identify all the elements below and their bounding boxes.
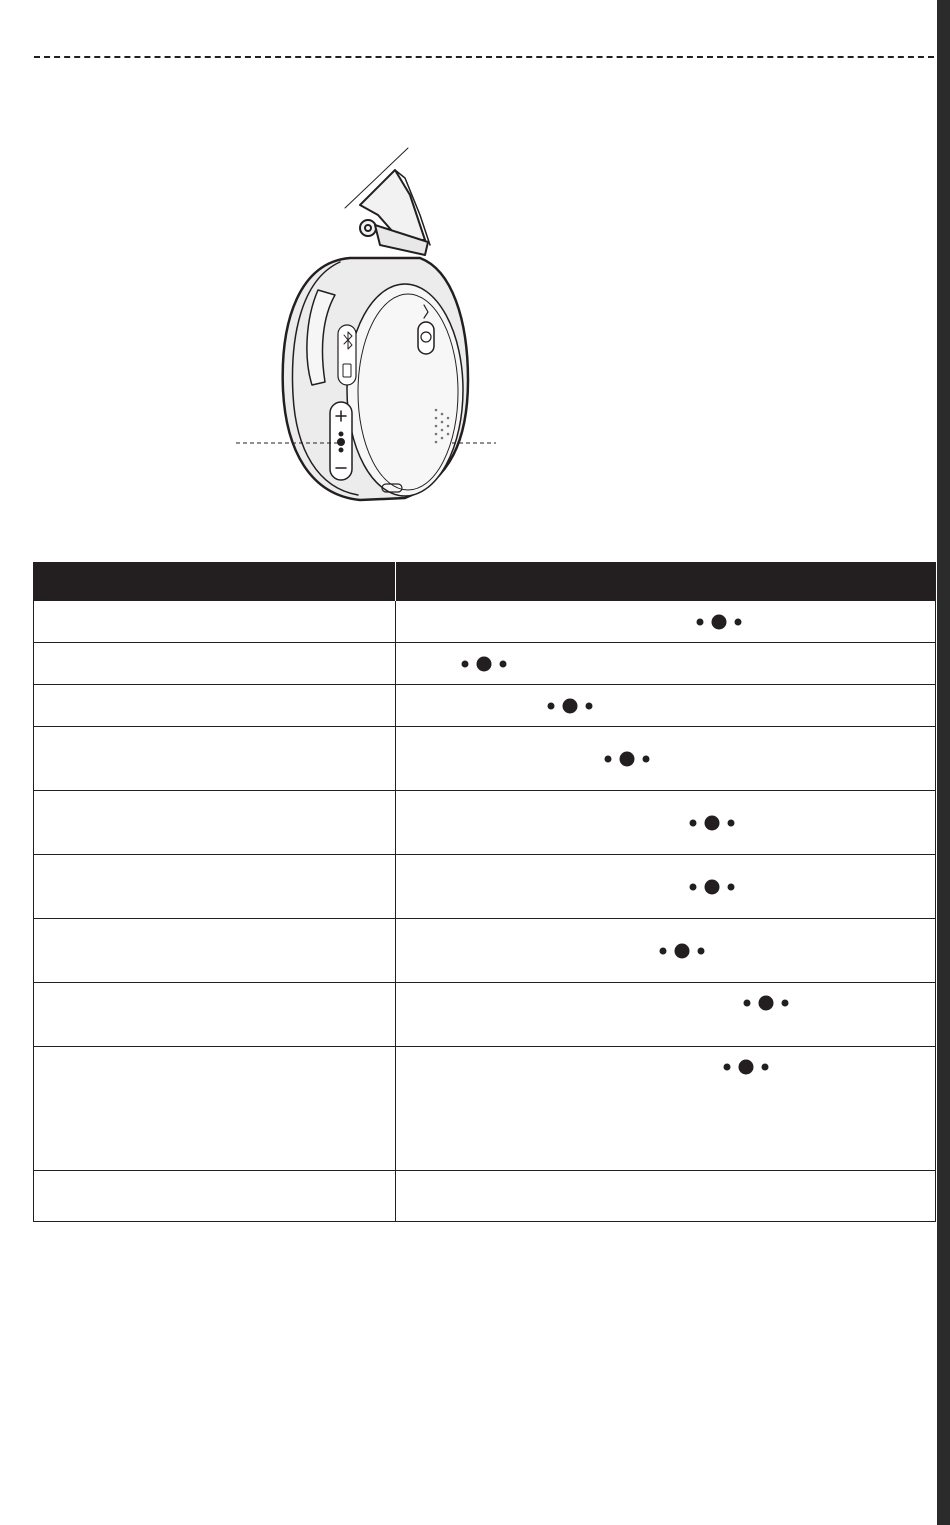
multi-function-button-icon [460, 653, 508, 675]
action-cell [396, 1047, 936, 1171]
table-row [34, 1047, 936, 1171]
table-header-row [34, 562, 936, 601]
multi-function-button-icon [546, 695, 594, 717]
table-row [34, 727, 936, 791]
action-cell [396, 727, 936, 791]
action-cell [396, 685, 936, 727]
multi-function-button-icon [658, 940, 706, 962]
header-function [34, 562, 396, 601]
table-row [34, 791, 936, 855]
page-edge-bar [937, 0, 950, 1525]
table-row [34, 1171, 936, 1222]
multi-function-button-icon [688, 876, 736, 898]
action-cell [396, 601, 936, 643]
multi-function-button-icon [688, 812, 736, 834]
multi-function-button-icon [722, 1056, 770, 1078]
section-divider [34, 56, 934, 58]
multi-function-button-icon [603, 748, 651, 770]
function-cell [34, 1047, 396, 1171]
action-cell [396, 855, 936, 919]
multi-function-button-icon [742, 992, 790, 1014]
headphone-illustration [230, 140, 510, 510]
action-cell [396, 791, 936, 855]
function-cell [34, 919, 396, 983]
action-cell [396, 1171, 936, 1222]
function-cell [34, 685, 396, 727]
function-cell [34, 727, 396, 791]
table-row [34, 643, 936, 685]
table-row [34, 919, 936, 983]
function-cell [34, 601, 396, 643]
action-cell [396, 983, 936, 1047]
table-row [34, 601, 936, 643]
function-cell [34, 643, 396, 685]
action-cell [396, 643, 936, 685]
table-row [34, 983, 936, 1047]
controls-table [33, 562, 936, 1222]
action-cell [396, 919, 936, 983]
header-action [396, 562, 936, 601]
multi-function-button-icon [695, 611, 743, 633]
function-cell [34, 791, 396, 855]
table-row [34, 855, 936, 919]
table-row [34, 685, 936, 727]
function-cell [34, 855, 396, 919]
function-cell [34, 983, 396, 1047]
function-cell [34, 1171, 396, 1222]
